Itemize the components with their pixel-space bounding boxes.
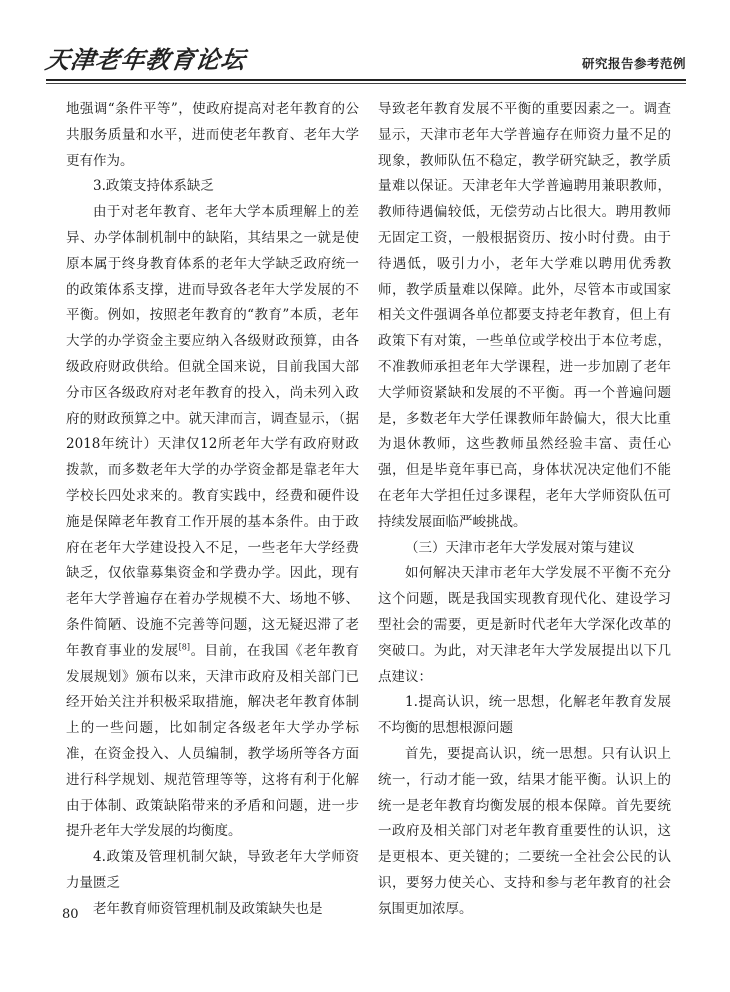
page-number: 80 (62, 907, 79, 922)
paragraph-text: 由于对老年教育、老年大学本质理解上的差异、办学体制机制中的缺陷，其结果之一就是使原本属于终身教育体系的老年大学缺乏政府统一的政策体系支撑，进而导致各老年大学发展的不平衡。例如，按照老年教育的“教育”本质，老年大学的办学资金主要应纳入各级财政预算，由各级政府财政供给。但就全国来说，目前我国大部分市区各级政府对老年教育的投入，尚未列入政府的财政预算之中。就天津而言，调查显示，（据2018年统计）天津仅12所老年大学有政府财政拨款，而多数老年大学的办学资金都是靠老年大学校长四处求来的。教育实践中，经费和硬件设施是保障老年教育工作开展的基本条件。由于政府在老年大学建设投入不足，一些老年大学经费缺乏，仅依靠募集资金和学费办学。因此，现有老年大学普遍存在着办学规模不大、场地不够、条件简陋、设施不完善等问题，这无疑迟滞了老年教育事业的发展 (66, 204, 359, 659)
subheading: 4.政策及管理机制欠缺，导致老年大学师资力量匮乏 (66, 849, 359, 891)
header-rule-thick (46, 79, 686, 81)
paragraph: 老年教育师资管理机制及政策缺失也是 (93, 900, 323, 917)
section-label: 研究报告参考范例 (581, 56, 686, 71)
paragraph: 地强调“条件平等”，使政府提高对老年教育的公共服务质量和水平，进而使老年教育、老年大学更有作为。 (66, 101, 359, 169)
journal-logo: 天津老年教育论坛 (43, 45, 248, 74)
subheading: 1.提高认识，统一思想，化解老年教育发展不均衡的思想根源问题 (378, 694, 671, 737)
paragraph-text-cont: 。目前，在我国《老年教育发展规划》颁布以来，天津市政府及相关部门已经开始关注并积极采取措施，解决老年教育体制上的一些问题，比如制定各级老年大学办学标准，在资金投入、人员编制，教学场所等各方面进行科学规划、规范管理等等，这将有利于化解由于体制、政策缺陷带来的矛盾和问题，进一步提升老年大学发展的均衡度。 (66, 642, 360, 840)
section-heading: （三）天津市老年大学发展对策与建议 (405, 539, 635, 556)
paragraph: 如何解决天津市老年大学发展不平衡不充分这个问题，既是我国实现教育现代化、建设学习型社会的需要，更是新时代老年大学深化改革的突破口。为此，对天津老年大学发展提出以下几点建议： (378, 565, 671, 685)
paragraph (66, 200, 359, 845)
reference-marker: [8] (178, 642, 191, 652)
subheading: 3.政策支持体系缺乏 (93, 178, 214, 195)
left-column (66, 97, 359, 923)
right-column (378, 97, 671, 923)
page-header (43, 40, 686, 80)
header-rule-thin (46, 83, 686, 84)
paragraph: 导致老年教育发展不平衡的重要因素之一。调查显示，天津市老年大学普遍存在师资力量不足的现象，教师队伍不稳定，教学研究缺乏，教学质量难以保证。天津老年大学普遍聘用兼职教师，教师待遇偏较低，无偿劳动占比很大。聘用教师无固定工资，一般根据资历、按小时付费。由于待遇低，吸引力小，老年大学难以聘用优秀教师，教学质量难以保障。此外，尽管本市或国家相关文件强调各单位都要支持老年教育，但上有政策下有对策，一些单位或学校出于本位考虑，不准教师承担老年大学课程，进一步加剧了老年大学师资紧缺和发展的不平衡。再一个普遍问题是，多数老年大学任课教师年龄偏大，很大比重为退休教师，这些教师虽然经验丰富、责任心强，但是毕竟年事已高，身体状况决定他们不能在老年大学担任过多课程，老年大学师资队伍可持续发展面临严峻挑战。 (378, 101, 671, 530)
paragraph: 首先，要提高认识，统一思想。只有认识上统一，行动才能一致，结果才能平衡。认识上的统一是老年教育均衡发展的根本保障。首先要统一政府及相关部门对老年教育重要性的认识，这是更根本、更关键的；二要统一全社会公民的认识，要努力使关心、支持和参与老年教育的社会氛围更加浓厚。 (378, 745, 671, 917)
